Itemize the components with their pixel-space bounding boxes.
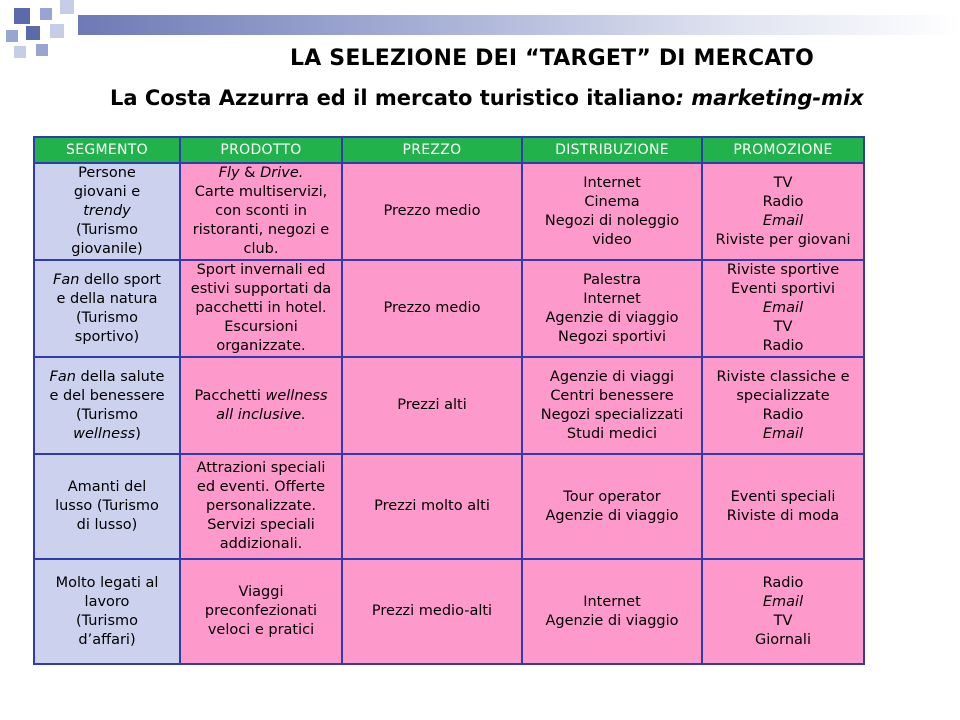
distribution-line: Agenzie di viaggio xyxy=(545,612,679,629)
product-text: wellness xyxy=(265,387,328,404)
product-line: veloci e pratici xyxy=(207,622,315,638)
header-prodotto: PRODOTTO xyxy=(180,137,342,163)
distribution-cell xyxy=(522,260,702,357)
price-cell: Prezzo medio xyxy=(342,260,522,357)
segment-text: Fan xyxy=(49,368,76,385)
segment-text: wellness xyxy=(73,425,136,442)
distribution-line: video xyxy=(592,231,632,248)
table-header-row xyxy=(34,137,864,163)
product-line: Viaggi xyxy=(238,584,284,600)
distribution-line: Internet xyxy=(583,174,641,191)
promotion-line: specializzate xyxy=(736,387,830,404)
promotion-line: Riviste per giovani xyxy=(715,231,851,248)
product-cell xyxy=(180,260,342,357)
table-row xyxy=(34,163,864,260)
segment-line: (Turismo xyxy=(75,222,139,238)
segment-line: Amanti del xyxy=(67,479,147,495)
promotion-cell xyxy=(702,163,864,260)
product-line: all inclusive. xyxy=(216,406,306,423)
product-text: Pacchetti xyxy=(194,387,266,404)
product-line: organizzate. xyxy=(216,338,306,354)
segment-line xyxy=(39,425,175,444)
promotion-line: Giornali xyxy=(755,631,811,648)
promotion-line: Riviste di moda xyxy=(726,507,840,524)
product-cell xyxy=(180,357,342,454)
promotion-line: Email xyxy=(762,593,804,610)
promotion-line: TV xyxy=(773,319,793,335)
distribution-line: Cinema xyxy=(584,193,640,210)
product-cell xyxy=(180,454,342,559)
promotion-line: Email xyxy=(762,425,804,442)
segment-line: Persone xyxy=(78,165,136,181)
promotion-line: Radio xyxy=(762,338,804,354)
price-cell: Prezzi alti xyxy=(342,357,522,454)
segment-line: (Turismo xyxy=(75,406,139,423)
product-line: club. xyxy=(243,241,279,257)
distribution-line: Negozi di noleggio xyxy=(544,212,680,229)
distribution-cell xyxy=(522,559,702,664)
promotion-line: Riviste classiche e xyxy=(716,368,850,385)
product-line xyxy=(185,164,337,183)
table-row xyxy=(34,454,864,559)
price-cell: Prezzi medio-alti xyxy=(342,559,522,664)
product-cell xyxy=(180,559,342,664)
product-line: preconfezionati xyxy=(204,603,318,619)
segment-text: ) xyxy=(135,425,141,442)
segment-line xyxy=(39,368,175,387)
header-gradient-bar xyxy=(78,15,960,35)
header-distribuzione: DISTRIBUZIONE xyxy=(522,137,702,163)
segment-cell xyxy=(34,260,180,357)
distribution-line: Internet xyxy=(583,290,641,307)
slide-title: LA SELEZIONE DEI “TARGET” DI MERCATO xyxy=(290,46,814,71)
promotion-cell xyxy=(702,559,864,664)
decor-square xyxy=(60,0,74,14)
promotion-line: Radio xyxy=(762,193,804,210)
table-row xyxy=(34,559,864,664)
segment-line xyxy=(39,271,175,290)
segment-cell xyxy=(34,163,180,260)
distribution-line: Agenzie di viaggio xyxy=(545,507,679,524)
segment-line: lusso (Turismo xyxy=(55,498,159,514)
promotion-line: Eventi sportivi xyxy=(730,281,836,297)
product-line: con sconti in xyxy=(215,203,307,219)
promotion-line: TV xyxy=(773,612,793,629)
promotion-line: TV xyxy=(773,174,793,191)
decor-square xyxy=(40,8,52,20)
promotion-line: Radio xyxy=(762,406,804,423)
segment-line: di lusso) xyxy=(76,517,138,533)
header-promozione: PROMOZIONE xyxy=(702,137,864,163)
segment-text: dello sport xyxy=(79,271,161,288)
distribution-line: Internet xyxy=(583,593,641,610)
table-row xyxy=(34,357,864,454)
distribution-cell xyxy=(522,163,702,260)
distribution-line: Palestra xyxy=(582,271,641,288)
segment-text: Fan xyxy=(53,271,80,288)
distribution-line: Negozi specializzati xyxy=(540,406,684,423)
product-line: Attrazioni speciali xyxy=(196,460,326,476)
distribution-line: Agenzie di viaggi xyxy=(549,368,675,385)
segment-cell xyxy=(34,454,180,559)
promotion-line: Riviste sportive xyxy=(726,262,840,278)
segment-cell xyxy=(34,357,180,454)
promotion-line: Radio xyxy=(762,574,804,591)
price-cell: Prezzo medio xyxy=(342,163,522,260)
segment-text: della salute xyxy=(75,368,165,385)
distribution-cell xyxy=(522,357,702,454)
promotion-line: Email xyxy=(762,300,804,316)
segment-line: sportivo) xyxy=(74,328,140,345)
product-text: Fly xyxy=(218,165,240,181)
decor-square xyxy=(14,46,26,58)
subtitle-main: La Costa Azzurra ed il mercato turistico italiano xyxy=(110,86,676,110)
product-line: ristoranti, negozi e xyxy=(192,222,330,238)
product-line: Escursioni xyxy=(224,319,298,335)
decor-square xyxy=(14,8,30,24)
product-text: Drive. xyxy=(260,165,304,181)
product-cell xyxy=(180,163,342,260)
promotion-cell xyxy=(702,260,864,357)
distribution-line: Centri benessere xyxy=(550,387,674,404)
promotion-line: Email xyxy=(762,212,804,229)
segment-line: (Turismo xyxy=(75,309,139,326)
header-segmento: SEGMENTO xyxy=(34,137,180,163)
product-line: Sport invernali ed xyxy=(196,262,326,278)
distribution-line: Agenzie di viaggio xyxy=(545,309,679,326)
slide-subtitle xyxy=(110,86,864,110)
promotion-line: Eventi speciali xyxy=(730,488,836,505)
decor-square xyxy=(26,26,40,40)
marketing-mix-table xyxy=(33,136,865,665)
segment-line: (Turismo xyxy=(75,612,139,629)
distribution-line: Tour operator xyxy=(563,488,661,505)
product-line: Servizi speciali xyxy=(207,517,315,533)
segment-line: giovanile) xyxy=(71,241,143,257)
segment-line: Molto legati al xyxy=(55,574,159,591)
subtitle-italic: : marketing-mix xyxy=(675,86,864,110)
product-line: personalizzate. xyxy=(206,498,316,514)
product-line: addizionali. xyxy=(219,536,303,552)
decor-square xyxy=(36,44,48,56)
price-cell: Prezzi molto alti xyxy=(342,454,522,559)
distribution-line: Studi medici xyxy=(566,425,658,442)
segment-line: trendy xyxy=(83,203,131,219)
segment-line: e della natura xyxy=(56,290,158,307)
segment-line: giovani e xyxy=(73,184,141,200)
segment-line: e del benessere xyxy=(49,387,165,404)
product-line: estivi supportati da xyxy=(190,281,332,297)
promotion-cell xyxy=(702,357,864,454)
distribution-cell xyxy=(522,454,702,559)
product-line xyxy=(185,387,337,406)
segment-line: d’affari) xyxy=(78,631,136,648)
product-text: & xyxy=(239,165,261,181)
product-line: ed eventi. Offerte xyxy=(196,479,326,495)
product-line: Carte multiservizi, xyxy=(194,184,328,200)
header-prezzo: PREZZO xyxy=(342,137,522,163)
distribution-line: Negozi sportivi xyxy=(557,328,666,345)
decor-square xyxy=(6,30,18,42)
decor-square xyxy=(50,24,64,38)
product-line: pacchetti in hotel. xyxy=(195,300,327,316)
segment-line: lavoro xyxy=(84,593,130,610)
segment-cell xyxy=(34,559,180,664)
promotion-cell xyxy=(702,454,864,559)
table-row xyxy=(34,260,864,357)
